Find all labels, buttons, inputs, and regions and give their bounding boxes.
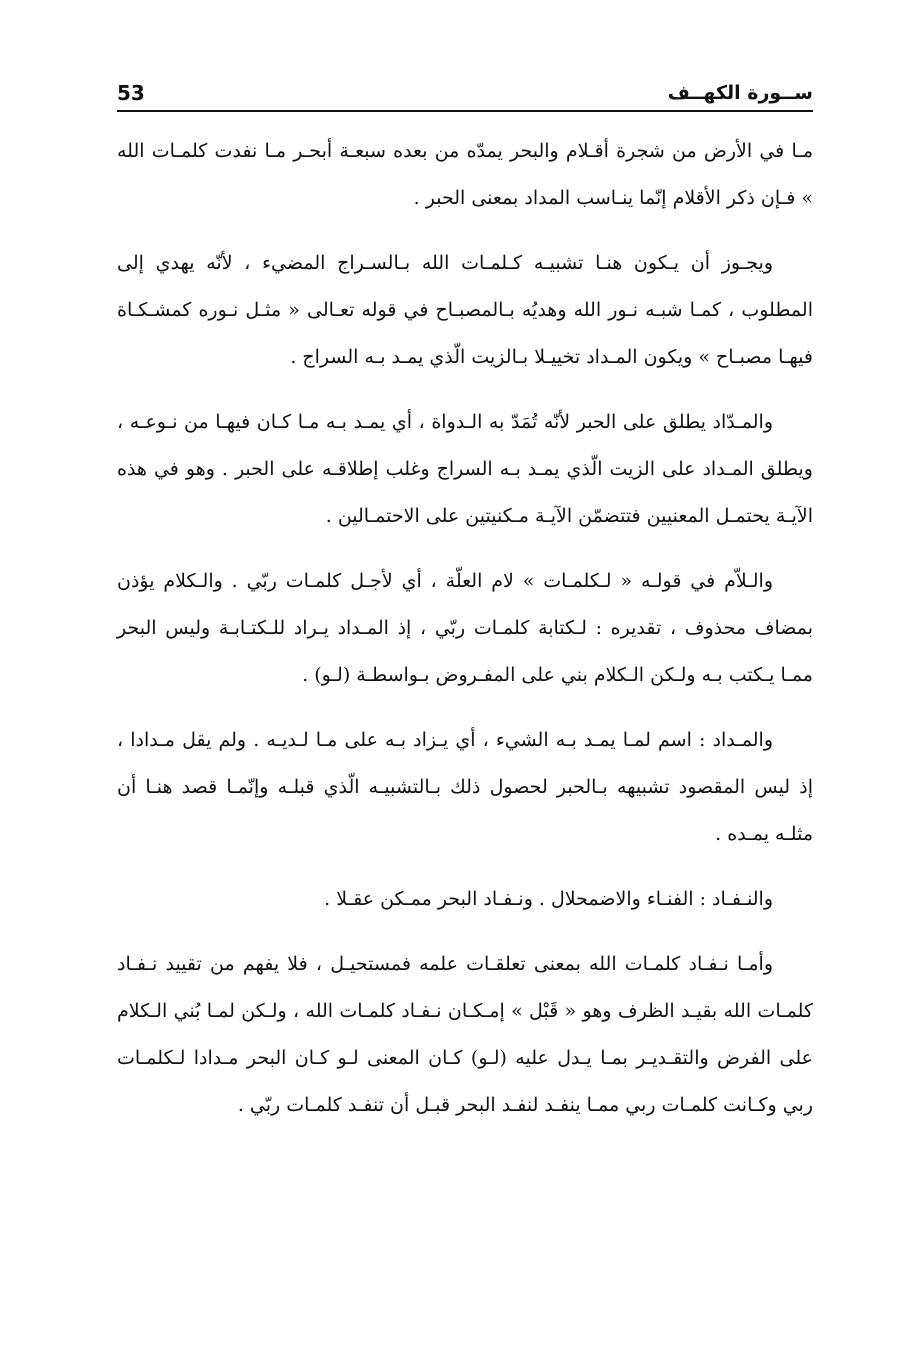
- paragraph: والـلاّم في قولـه « لـكلمـات » لام العلّة ، أي لأجـل كلمـات ربّي . والـكلام يؤذن بمضاف محذوف ، تقديره : لـكتابة كلمـات ربّي ، إذ المـداد يـراد للـكتـابـة وليس البحر ممـا يـكتب بـه ولـكن الـكلام بني على المفـروض بـواسطـة (لـو) .: [117, 570, 813, 686]
- paragraph: والمـدّاد يطلق على الحبر لأنّه تُمَدّ به الـدواة ، أي يمـد بـه مـا كـان فيهـا من نـوعـه ، ويطلق المـداد على الزيت الّذي يمـد بـه السراج وغلب إطلاقـه على الحبر . وهو في هذه الآيـة يحتمـل المعنيين فتتضمّن الآيـة مـكنيتين على الاحتمـالين .: [117, 411, 813, 527]
- paragraph: مـا في الأرض من شجرة أقـلام والبحر يمدّه من بعده سبعـة أبحـر مـا نفدت كلمـات الله » فـإن ذكر الأقلام إنّما ينـاسب المداد بمعنى الحبر .: [117, 140, 813, 209]
- body-text: [117, 128, 813, 1147]
- paragraph: وأمـا نـفـاد كلمـات الله بمعنى تعلقـات علمه فمستحيـل ، فلا يفهم من تقييد نـفـاد كلمـات الله بقيـد الظرف وهو « قَبْل » إمـكـان نـفـاد كلمـات الله ، ولـكن لمـا بُني الـكلام على الفرض والتقـديـر بمـا يـدل عليه (لـو) كـان المعنى لـو كـان البحر مـدادا لـكلمـات ربي وكـانت كلمـات ربي ممـا ينفـد لنفـد البحر قبـل أن تنفـد كلمـات ربّي .: [117, 953, 813, 1116]
- page-header: [117, 78, 813, 110]
- paragraph: والمـداد : اسم لمـا يمـد بـه الشيء ، أي يـزاد بـه على مـا لـديـه . ولم يقل مـدادا ، إذ ليس المقصود تشبيهه بـالحبر لحصول ذلك بـالتشبيـه الّذي قبلـه وإنّمـا قصد هنـا أن مثلـه يمـده .: [117, 729, 813, 845]
- page-number: 53: [117, 81, 145, 105]
- running-title: ســورة الكهــف: [667, 82, 813, 104]
- paragraph: ويجـوز أن يـكون هنـا تشبيـه كـلمـات الله بـالسـراج المضيء ، لأنّه يهدي إلى المطلوب ، كمـا شبـه نـور الله وهديُه بـالمصبـاح في قوله تعـالى « مثـل نـوره كمشـكـاة فيهـا مصبـاح » ويكون المـداد تخييـلا بـالزيت الّذي يمـد بـه السراج .: [117, 252, 813, 368]
- paragraph: والنـفـاد : الفنـاء والاضمحلال . ونـفـاد البحر ممـكن عقـلا .: [324, 888, 773, 910]
- header-rule: [117, 110, 813, 112]
